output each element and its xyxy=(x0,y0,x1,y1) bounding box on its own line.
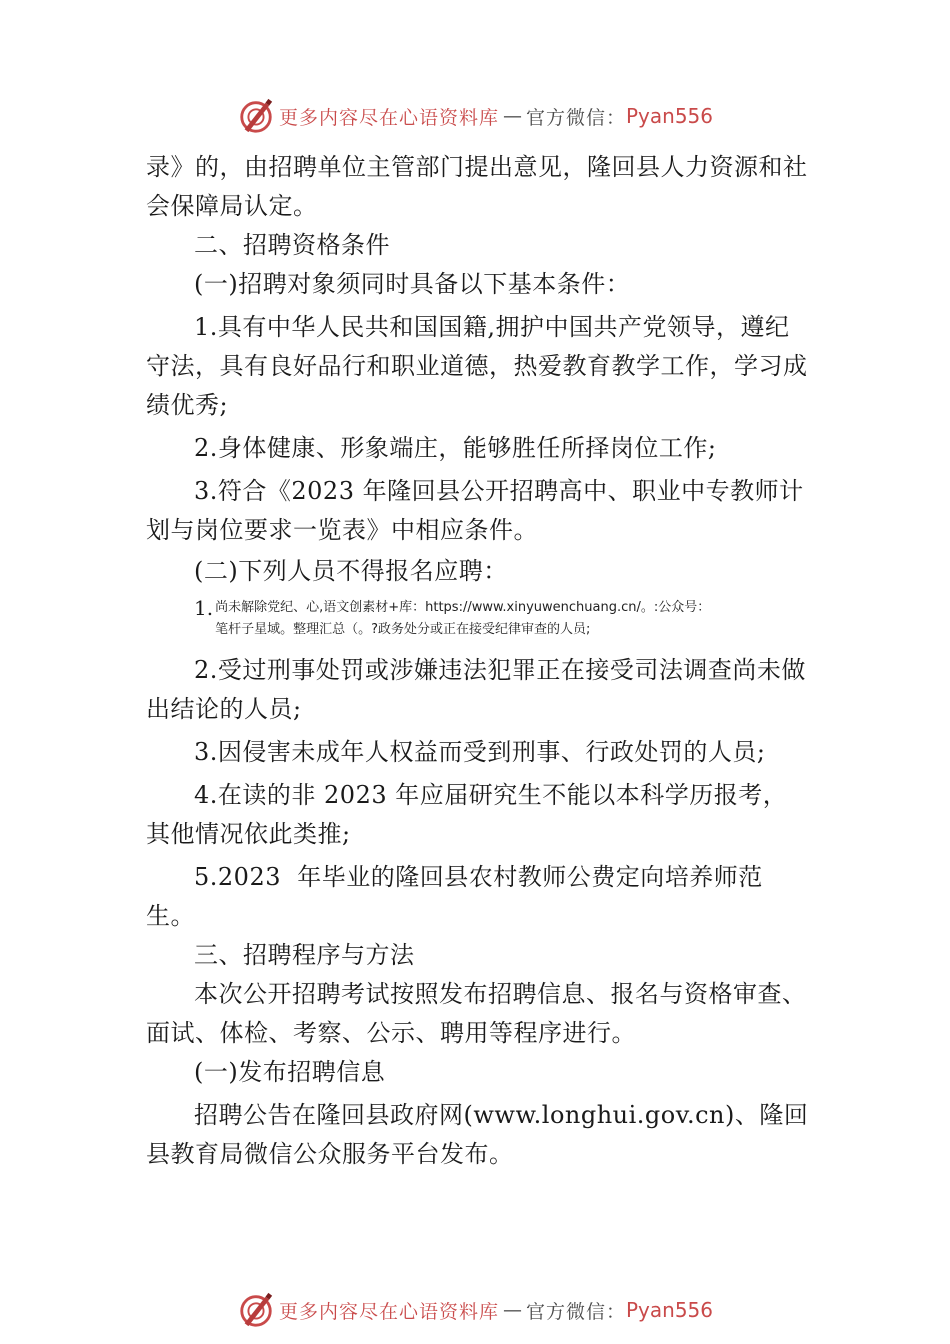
banner-wechat-id: Pyan556 xyxy=(626,104,714,128)
pen-logo-icon xyxy=(237,97,275,135)
banner-separator: — xyxy=(502,1299,522,1321)
document-body xyxy=(146,148,811,1174)
list-item: 1.具有中华人民共和国国籍,拥护中国共产党领导，遵纪守法，具有良好品行和职业道德，热爱教育教学工作，学习成绩优秀; xyxy=(146,313,808,419)
list-item: 5.2023 年毕业的隆回县农村教师公费定向培养师范生。 xyxy=(146,863,763,930)
pen-logo-icon xyxy=(237,1291,275,1329)
list-item-small xyxy=(146,597,811,641)
list-item-number: 1. xyxy=(194,596,214,620)
banner-separator: — xyxy=(502,105,522,127)
paragraph: 本次公开招聘考试按照发布招聘信息、报名与资格审查、面试、体检、考察、公示、聘用等程序进行。 xyxy=(146,980,807,1047)
list-item: 3.符合《2023 年隆回县公开招聘高中、职业中专教师计划与岗位要求一览表》中相应条件。 xyxy=(146,477,804,544)
banner-wechat-label: 官方微信： xyxy=(525,106,626,129)
section-heading: 二、招聘资格条件 xyxy=(194,231,390,259)
footer-banner xyxy=(0,1290,950,1330)
list-item: 2.受过刑事处罚或涉嫌违法犯罪正在接受司法调查尚未做出结论的人员; xyxy=(146,656,806,723)
section-heading: 三、招聘程序与方法 xyxy=(194,941,415,969)
subsection-heading: (一)招聘对象须同时具备以下基本条件： xyxy=(194,270,631,298)
subsection-heading: (二)下列人员不得报名应聘： xyxy=(194,557,508,585)
banner-site-text: 更多内容尽在心语资料库 xyxy=(278,1300,499,1323)
banner-wechat-id: Pyan556 xyxy=(626,1298,714,1322)
list-item: 4.在读的非 2023 年应届研究生不能以本科学历报考，其他情况依此类推; xyxy=(146,781,788,848)
banner-wechat-label: 官方微信： xyxy=(525,1300,626,1323)
banner-site-text: 更多内容尽在心语资料库 xyxy=(278,106,499,129)
list-item: 2.身体健康、形象端庄，能够胜任所择岗位工作; xyxy=(194,434,717,462)
paragraph: 录》的，由招聘单位主管部门提出意见，隆回县人力资源和社会保障局认定。 xyxy=(146,153,808,220)
small-text-line: 笔杆子星域。整理汇总（。?政务处分或正在接受纪律审查的人员; xyxy=(215,622,591,637)
paragraph: 招聘公告在隆回县政府网(www.longhui.gov.cn)、隆回县教育局微信公众服务平台发布。 xyxy=(146,1101,809,1168)
subsection-heading: (一)发布招聘信息 xyxy=(194,1058,386,1086)
header-banner xyxy=(0,96,950,136)
list-item: 3.因侵害未成年人权益而受到刑事、行政处罚的人员; xyxy=(194,738,766,766)
small-text-line: 尚未解除党纪、心,语文创素材+库：https://www.xinyuwenchuang.cn/。:公众号： xyxy=(215,600,711,615)
